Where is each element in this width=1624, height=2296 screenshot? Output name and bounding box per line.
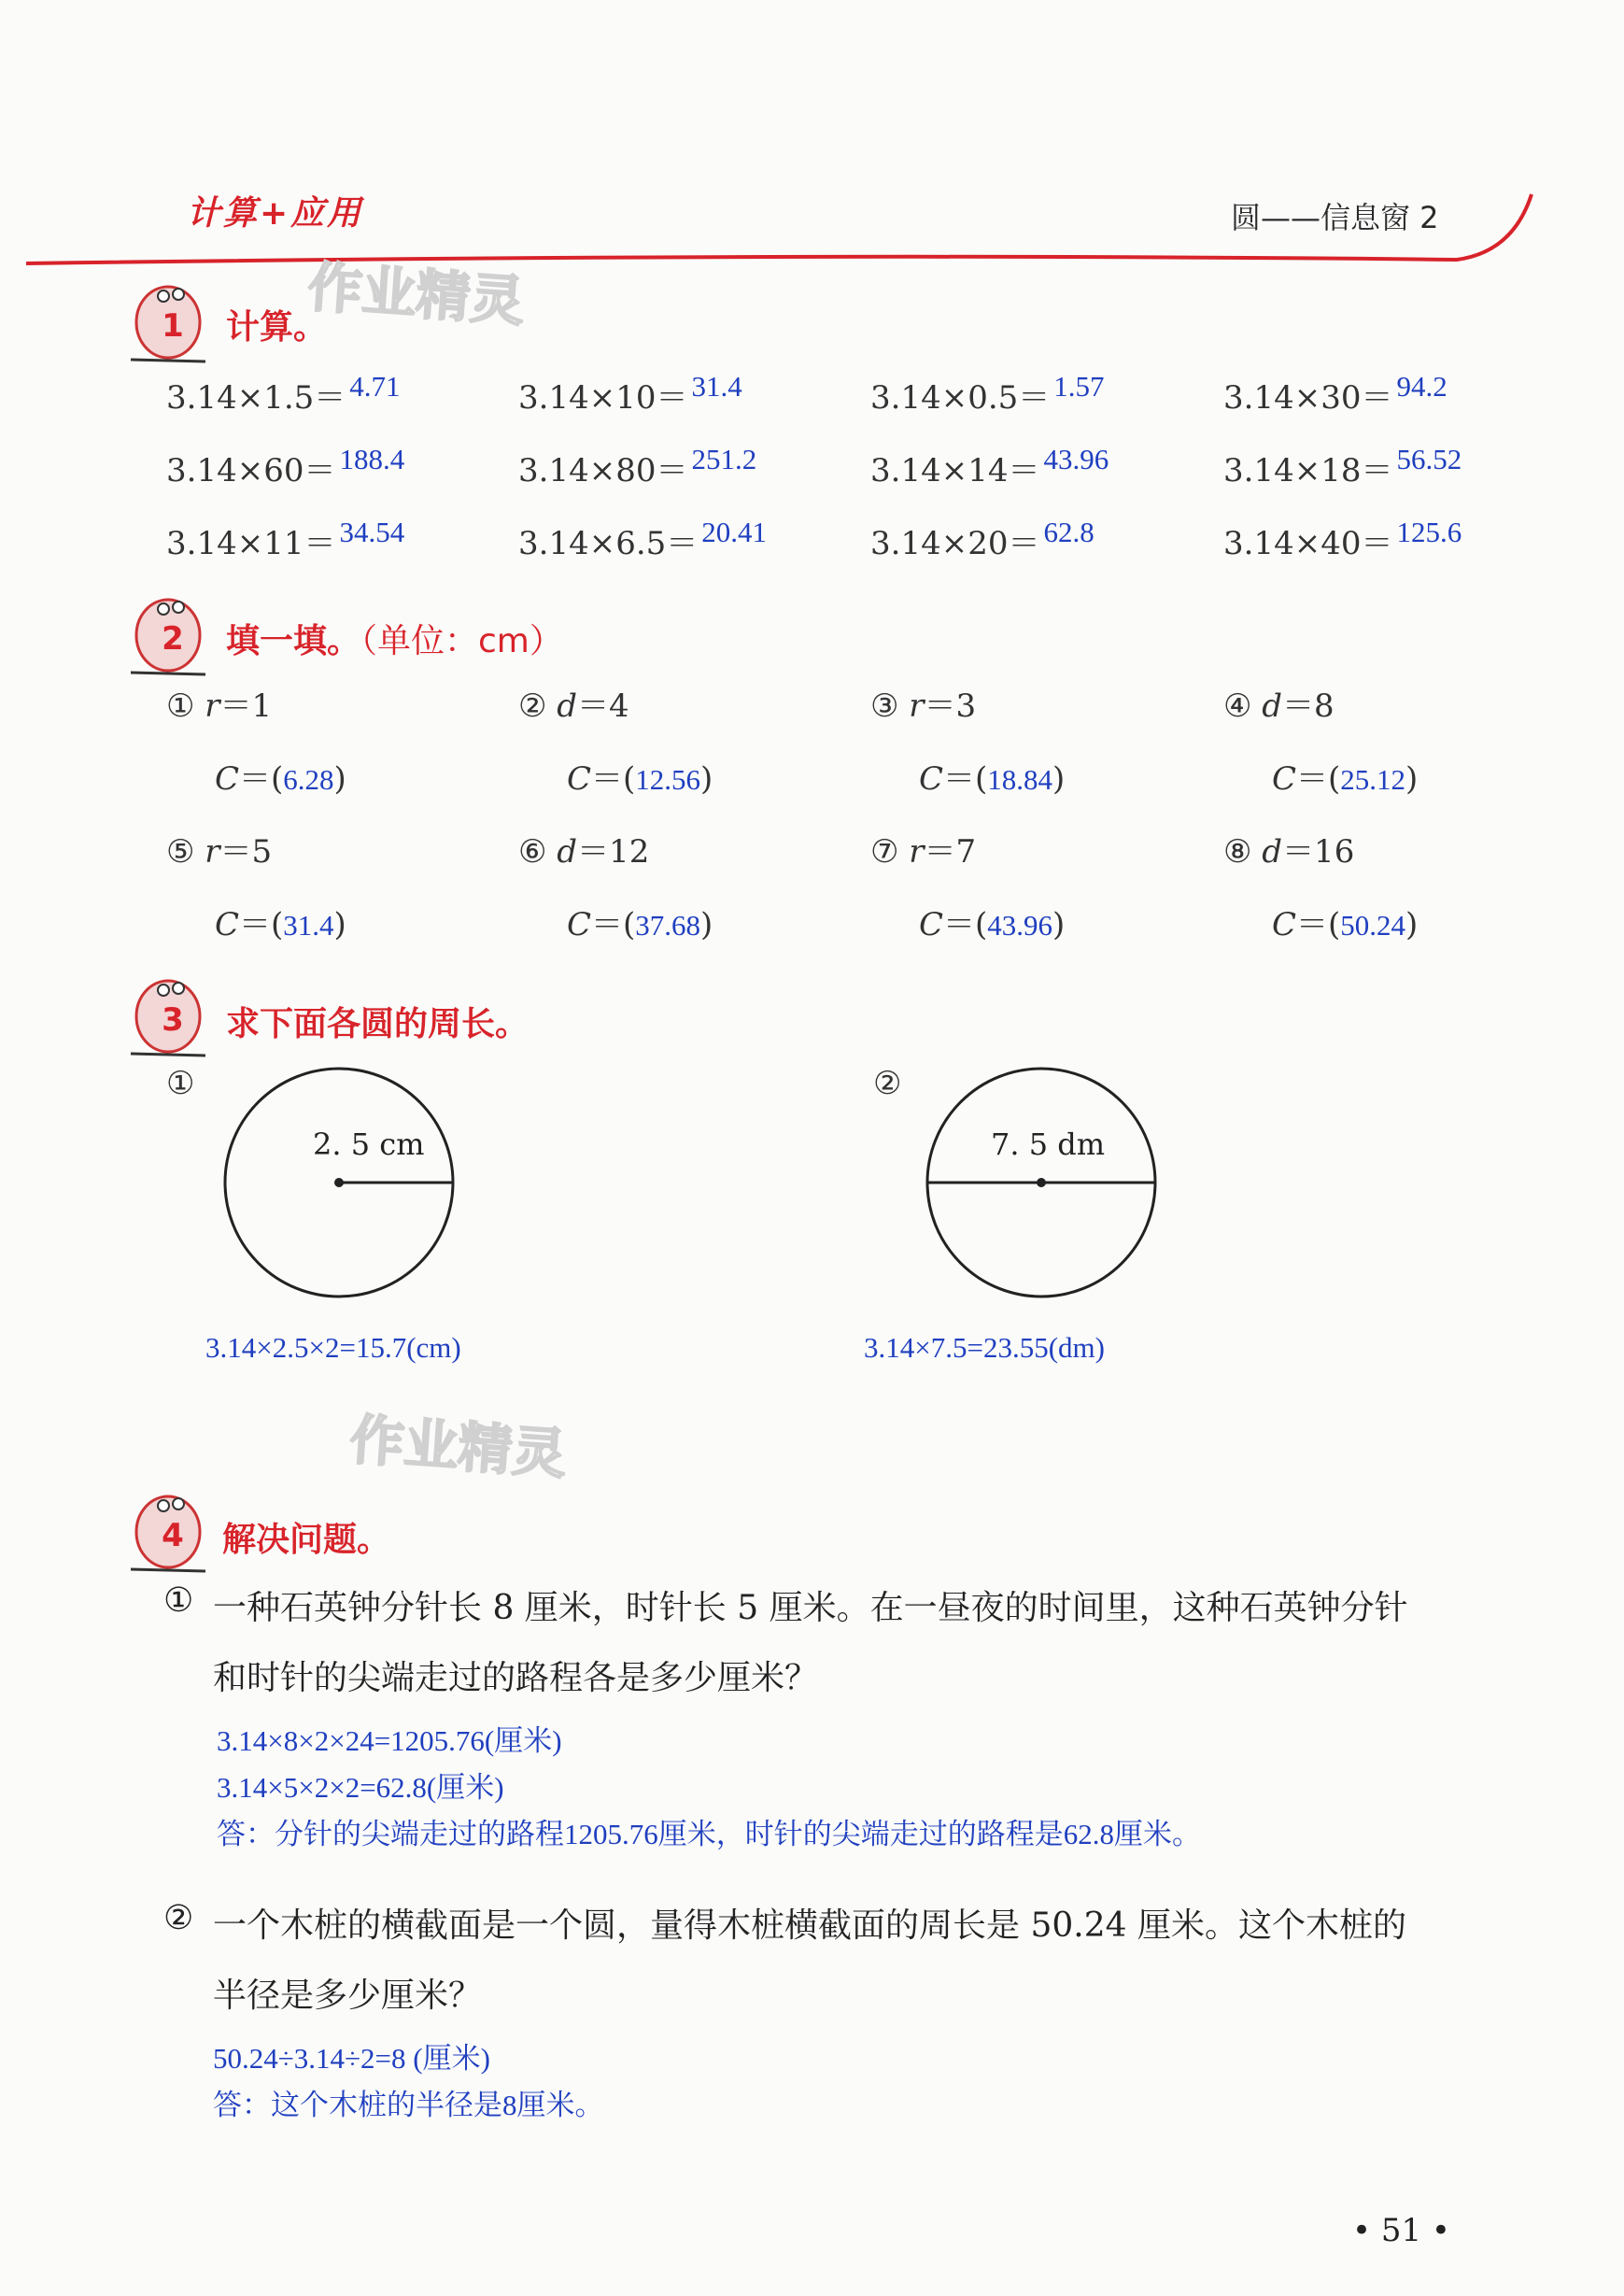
calc-question: 3.14×10＝ — [518, 379, 688, 417]
item-index: ⑦ — [870, 833, 899, 871]
answer-text: 答：这个木桩的半径是8厘米。 — [213, 2089, 604, 2121]
answer-text: 50.24÷3.14÷2=8 (厘米) — [213, 2042, 490, 2075]
item-index: ⑧ — [1223, 833, 1252, 871]
item-index: ⑤ — [166, 833, 195, 871]
given-value: ＝1 — [219, 687, 273, 725]
variable: r — [909, 833, 925, 871]
figure-index: ② — [873, 1065, 902, 1102]
calc-answer: 43.96 — [1043, 443, 1109, 475]
fill-given — [870, 826, 976, 872]
calc-answer: 94.2 — [1396, 370, 1447, 403]
fill-given — [1223, 826, 1354, 872]
calc-question: 3.14×20＝ — [870, 525, 1040, 562]
circumference-label: C — [1272, 760, 1297, 798]
close-paren: ) — [700, 760, 713, 798]
close-paren: ) — [333, 760, 346, 798]
answer-text: 3.14×8×2×24=1205.76(厘米) — [217, 1724, 562, 1757]
equals-paren: ＝( — [1296, 906, 1341, 943]
calc-answer: 20.41 — [701, 516, 768, 548]
variable: d — [557, 687, 578, 725]
equals-paren: ＝( — [943, 760, 988, 798]
calc-answer: 34.54 — [339, 516, 405, 548]
close-paren: ) — [1405, 906, 1419, 943]
fill-answer: 12.56 — [635, 763, 701, 796]
calc-question: 3.14×14＝ — [870, 452, 1040, 489]
close-paren: ) — [1052, 906, 1066, 943]
fill-given — [870, 680, 976, 726]
problem-text: 一种石英钟分针长 8 厘米，时针长 5 厘米。在一昼夜的时间里，这种石英钟分针 — [213, 1589, 1408, 1627]
problem-text: 和时针的尖端走过的路程各是多少厘米？ — [213, 1659, 819, 1697]
calc-question: 3.14×30＝ — [1223, 379, 1393, 417]
header-title: 计算+应用 — [187, 194, 364, 233]
close-paren: ) — [700, 906, 713, 943]
circumference-label: C — [1272, 906, 1297, 943]
given-value: ＝3 — [924, 687, 977, 725]
fill-blank-line — [1272, 899, 1418, 944]
svg-text:3: 3 — [162, 1001, 184, 1039]
radius-label: 2. 5 cm — [313, 1127, 425, 1162]
equals-paren: ＝( — [591, 760, 636, 798]
item-index: ② — [518, 687, 547, 725]
problem-text: 半径是多少厘米？ — [213, 1977, 483, 2015]
calc-question: 3.14×18＝ — [1223, 452, 1393, 489]
section-title: 计算。 — [226, 308, 328, 347]
fill-answer: 25.12 — [1340, 763, 1406, 796]
close-paren: ) — [333, 906, 346, 943]
fill-blank-line — [215, 899, 346, 944]
variable: r — [205, 687, 220, 725]
answer-text: 答：分针的尖端走过的路程1205.76厘米，时针的尖端走过的路程是62.8厘米。 — [217, 1818, 1201, 1850]
figure-index: ① — [166, 1065, 195, 1102]
calc-answer: 188.4 — [339, 443, 405, 475]
circumference-label: C — [919, 906, 944, 943]
calc-answer: 251.2 — [691, 443, 757, 475]
fill-given — [518, 826, 649, 872]
bird-number-icon — [126, 588, 210, 682]
fill-blank-line — [215, 753, 346, 799]
calc-question: 3.14×80＝ — [518, 452, 688, 489]
given-value: ＝4 — [577, 687, 629, 725]
given-value: ＝5 — [219, 833, 273, 871]
variable: d — [1262, 687, 1283, 725]
variable: d — [557, 833, 578, 871]
given-value: ＝12 — [577, 833, 650, 871]
close-paren: ) — [1405, 760, 1419, 798]
circumference-label: C — [215, 906, 240, 943]
answer-text: 3.14×7.5=23.55(dm) — [864, 1331, 1105, 1364]
equals-paren: ＝( — [591, 906, 636, 943]
item-index: ④ — [1223, 687, 1252, 725]
variable: r — [909, 687, 925, 725]
calc-answer: 56.52 — [1396, 443, 1462, 475]
calc-question: 3.14×60＝ — [166, 452, 336, 489]
circumference-label: C — [215, 760, 240, 798]
problem-text: 一个木桩的横截面是一个圆，量得木桩横截面的周长是 50.24 厘米。这个木桩的 — [213, 1906, 1406, 1945]
circumference-label: C — [567, 760, 592, 798]
diameter-label: 7. 5 dm — [991, 1127, 1106, 1162]
circumference-label: C — [567, 906, 592, 943]
bird-number-icon — [126, 1485, 210, 1579]
fill-given — [1223, 680, 1335, 726]
svg-text:4: 4 — [162, 1517, 184, 1554]
given-value: ＝16 — [1282, 833, 1355, 871]
equals-paren: ＝( — [239, 906, 284, 943]
problem-index: ① — [163, 1581, 194, 1620]
fill-given — [166, 826, 272, 872]
calc-question: 3.14×40＝ — [1223, 525, 1393, 562]
calc-answer: 31.4 — [691, 370, 742, 403]
given-value: ＝8 — [1282, 687, 1335, 725]
section-title: 求下面各圆的周长。 — [226, 1005, 530, 1043]
fill-given — [518, 680, 629, 726]
circle-radius-figure — [215, 1065, 467, 1308]
equals-paren: ＝( — [239, 760, 284, 798]
watermark: 作业精灵 — [347, 1407, 569, 1486]
calc-question: 3.14×6.5＝ — [518, 525, 699, 562]
header-section: 圆——信息窗 2 — [1231, 200, 1439, 235]
answer-text: 3.14×5×2×2=62.8(厘米) — [217, 1771, 504, 1804]
fill-answer: 37.68 — [635, 909, 701, 942]
fill-blank-line — [567, 899, 713, 944]
given-value: ＝7 — [924, 833, 977, 871]
section-number: 1 — [162, 307, 184, 345]
section-title: 填一填。（单位：cm） — [226, 622, 563, 660]
fill-answer: 31.4 — [283, 909, 334, 942]
bird-number-icon — [126, 276, 210, 369]
item-index: ⑥ — [518, 833, 547, 871]
calc-answer: 4.71 — [349, 370, 401, 403]
close-paren: ) — [1052, 760, 1066, 798]
fill-blank-line — [919, 899, 1065, 944]
svg-text:2: 2 — [162, 620, 184, 658]
fill-answer: 6.28 — [283, 763, 334, 796]
equals-paren: ＝( — [1296, 760, 1341, 798]
header-rule — [0, 0, 1624, 280]
fill-answer: 18.84 — [987, 763, 1053, 796]
item-index: ① — [166, 687, 195, 725]
calc-question: 3.14×1.5＝ — [166, 379, 346, 417]
variable: r — [205, 833, 220, 871]
watermark: 作业精灵 — [305, 254, 527, 333]
fill-answer: 50.24 — [1340, 909, 1406, 942]
circumference-label: C — [919, 760, 944, 798]
variable: d — [1262, 833, 1283, 871]
calc-question: 3.14×11＝ — [166, 525, 336, 562]
calc-answer: 1.57 — [1053, 370, 1105, 403]
fill-blank-line — [1272, 753, 1418, 799]
bird-number-icon — [126, 970, 210, 1063]
equals-paren: ＝( — [943, 906, 988, 943]
problem-index: ② — [163, 1899, 194, 1937]
calc-answer: 125.6 — [1396, 516, 1462, 548]
fill-given — [166, 680, 272, 726]
calc-answer: 62.8 — [1043, 516, 1094, 548]
fill-answer: 43.96 — [987, 909, 1053, 942]
answer-text: 3.14×2.5×2=15.7(cm) — [205, 1331, 461, 1364]
circle-diameter-figure — [920, 1065, 1172, 1308]
fill-blank-line — [567, 753, 713, 799]
fill-blank-line — [919, 753, 1065, 799]
page-number: • 51 • — [1352, 2212, 1450, 2249]
calc-question: 3.14×0.5＝ — [870, 379, 1051, 417]
section-title: 解决问题。 — [222, 1521, 391, 1559]
item-index: ③ — [870, 687, 899, 725]
